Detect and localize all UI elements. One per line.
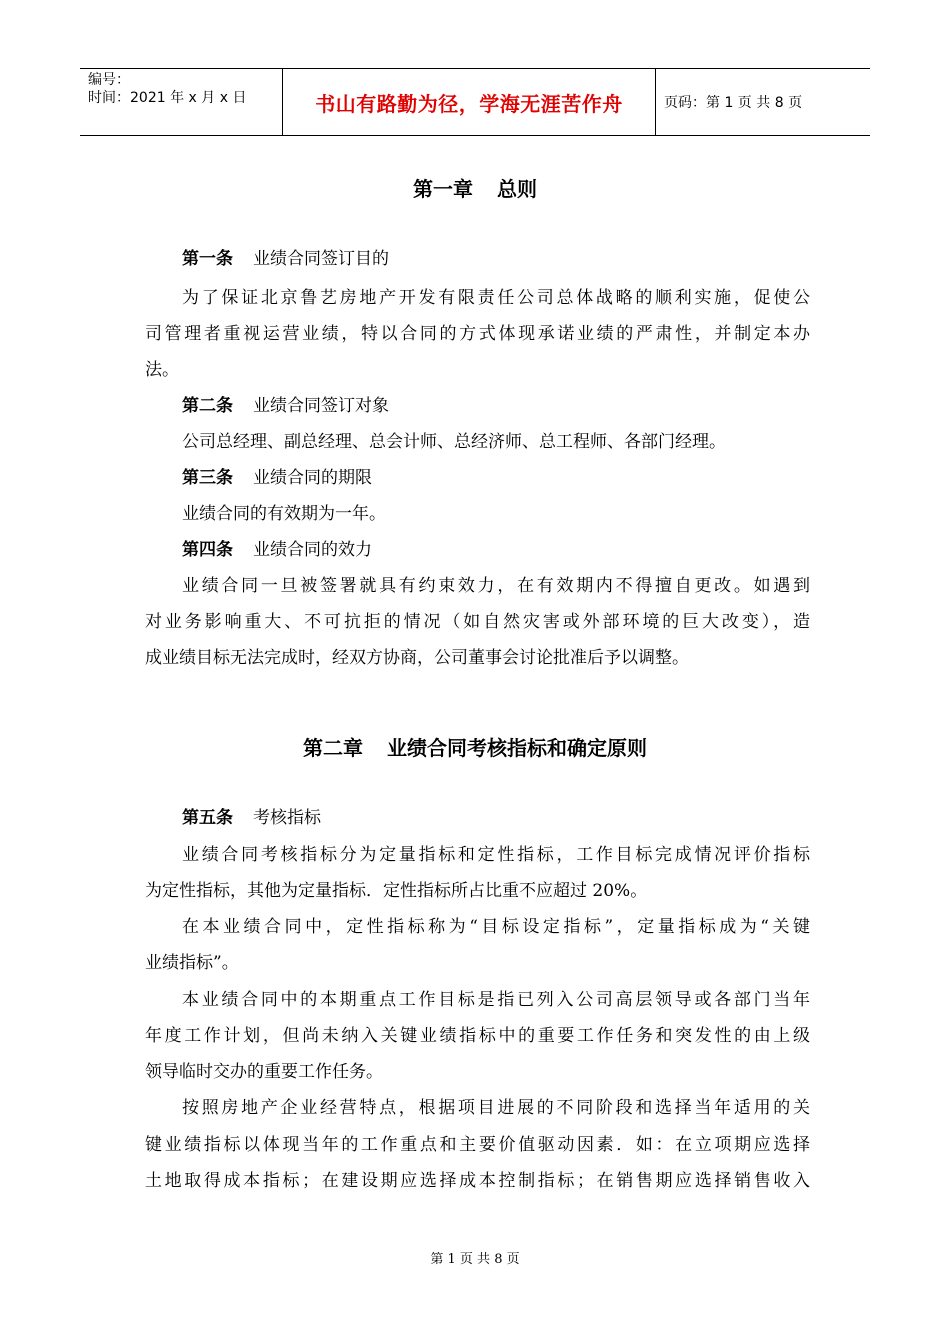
article-3-heading — [182, 466, 810, 490]
article-1-title: 业绩合同签订目的 — [253, 249, 389, 269]
article-5-line-7: 领导临时交办的重要工作任务。 — [145, 1062, 383, 1082]
motto: 书山有路勤为径，学海无涯苦作舟 — [315, 91, 623, 116]
header-page-cell — [656, 69, 870, 135]
article-3-title: 业绩合同的期限 — [253, 468, 372, 488]
article-5-line-5: 本业绩合同中的本期重点工作目标是指已列入公司高层领导或各部门当年 — [182, 990, 810, 1010]
article-5-line-6: 年度工作计划，但尚未纳入关键业绩指标中的重要工作任务和突发性的由上级 — [145, 1026, 810, 1046]
chapter-1-number: 第一章 — [413, 177, 473, 201]
code-label: 编号： — [88, 72, 130, 88]
article-5-line-4: 业绩指标”。 — [145, 953, 239, 973]
article-1-heading — [182, 247, 810, 271]
header-motto-cell — [282, 69, 656, 135]
article-1-number: 第一条 — [182, 249, 233, 269]
page-footer: 第 1 页 共 8 页 — [430, 1252, 520, 1267]
article-3-line-1: 业绩合同的有效期为一年。 — [182, 504, 386, 524]
article-5-title: 考核指标 — [253, 808, 321, 828]
article-5-line-1: 业绩合同考核指标分为定量指标和定性指标，工作目标完成情况评价指标 — [182, 845, 810, 865]
article-2-line-1: 公司总经理、副总经理、总会计师、总经济师、总工程师、各部门经理。 — [182, 432, 726, 452]
article-4-line-1: 业绩合同一旦被签署就具有约束效力，在有效期内不得擅自更改。如遇到 — [182, 576, 810, 596]
chapter-2-heading — [0, 732, 950, 761]
article-5-heading — [182, 806, 810, 830]
article-4-heading — [182, 538, 810, 562]
chapter-2-title: 业绩合同考核指标和确定原则 — [387, 736, 647, 760]
article-1-line-2: 司管理者重视运营业绩，特以合同的方式体现承诺业绩的严肃性，并制定本办 — [145, 324, 810, 344]
article-2-number: 第二条 — [182, 396, 233, 416]
article-1-line-3: 法。 — [145, 360, 179, 380]
chapter-2-number: 第二章 — [303, 736, 363, 760]
article-5-line-8: 按照房地产企业经营特点，根据项目进展的不同阶段和选择当年适用的关 — [182, 1098, 810, 1118]
document-header — [80, 68, 870, 136]
chapter-1-heading — [0, 173, 950, 202]
header-meta — [80, 69, 282, 135]
article-5-line-10: 土地取得成本指标；在建设期应选择成本控制指标；在销售期应选择销售收入 — [145, 1171, 810, 1191]
article-4-line-2: 对业务影响重大、不可抗拒的情况（如自然灾害或外部环境的巨大改变），造 — [145, 612, 810, 632]
article-4-title: 业绩合同的效力 — [253, 540, 372, 560]
page-info: 页码：第 1 页 共 8 页 — [664, 95, 803, 111]
article-4-number: 第四条 — [182, 540, 233, 560]
date-line: 时间：2021 年 x 月 x 日 — [88, 90, 247, 106]
article-3-number: 第三条 — [182, 468, 233, 488]
article-5-number: 第五条 — [182, 808, 233, 828]
article-2-title: 业绩合同签订对象 — [253, 396, 389, 416]
chapter-1-title: 总则 — [497, 177, 537, 201]
article-2-heading — [182, 394, 810, 418]
article-1-line-1: 为了保证北京鲁艺房地产开发有限责任公司总体战略的顺利实施，促使公 — [182, 288, 810, 308]
article-5-line-9: 键业绩指标以体现当年的工作重点和主要价值驱动因素．如：在立项期应选择 — [145, 1135, 810, 1155]
article-5-line-2: 为定性指标，其他为定量指标．定性指标所占比重不应超过 20%。 — [145, 881, 648, 901]
article-5-line-3: 在本业绩合同中，定性指标称为“目标设定指标”，定量指标成为“关键 — [182, 917, 810, 937]
article-4-line-3: 成业绩目标无法完成时，经双方协商，公司董事会讨论批准后予以调整。 — [145, 648, 689, 668]
